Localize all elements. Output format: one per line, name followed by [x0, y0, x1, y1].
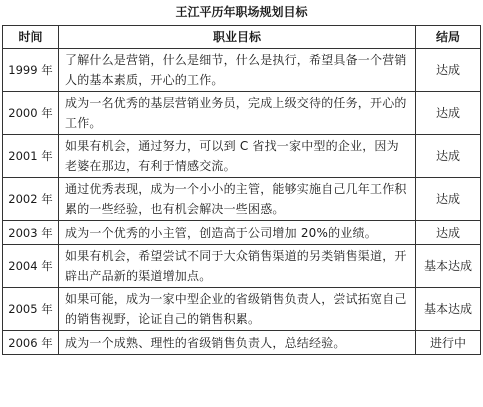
table-row — [3, 221, 481, 245]
table-header-row — [3, 26, 481, 49]
table-row — [3, 331, 481, 355]
header-goal: 职业目标 — [59, 26, 416, 49]
table-row — [3, 178, 481, 221]
table-row — [3, 49, 481, 92]
row-year: 1999 年 — [3, 49, 59, 92]
table-row — [3, 92, 481, 135]
row-goal: 了解什么是营销，什么是细节，什么是执行，希望具备一个营销人的基本素质，开心的工作。 — [59, 49, 416, 92]
row-year: 2005 年 — [3, 288, 59, 331]
row-result: 基本达成 — [416, 288, 481, 331]
row-result: 达成 — [416, 178, 481, 221]
row-year: 2003 年 — [3, 221, 59, 245]
career-plan-table — [2, 25, 481, 355]
row-goal: 通过优秀表现，成为一个小小的主管，能够实施自己几年工作积累的一些经验，也有机会解决一些困惑。 — [59, 178, 416, 221]
row-result: 进行中 — [416, 331, 481, 355]
row-goal: 如果有机会，通过努力，可以到 C 省找一家中型的企业，因为老婆在那边，有利于情感交流。 — [59, 135, 416, 178]
row-year: 2006 年 — [3, 331, 59, 355]
table-row — [3, 245, 481, 288]
row-result: 达成 — [416, 49, 481, 92]
table-row — [3, 135, 481, 178]
row-year: 2002 年 — [3, 178, 59, 221]
row-goal: 如果可能，成为一家中型企业的省级销售负责人，尝试拓宽自己的销售视野，论证自己的销售积累。 — [59, 288, 416, 331]
row-year: 2004 年 — [3, 245, 59, 288]
table-row — [3, 288, 481, 331]
row-result: 达成 — [416, 135, 481, 178]
row-result: 达成 — [416, 221, 481, 245]
page-title: 王江平历年职场规划目标 — [175, 5, 308, 19]
row-result: 基本达成 — [416, 245, 481, 288]
row-goal: 成为一名优秀的基层营销业务员，完成上级交待的任务，开心的工作。 — [59, 92, 416, 135]
header-result: 结局 — [416, 26, 481, 49]
row-result: 达成 — [416, 92, 481, 135]
row-year: 2000 年 — [3, 92, 59, 135]
row-goal: 如果有机会，希望尝试不同于大众销售渠道的另类销售渠道，开辟出产品新的渠道增加点。 — [59, 245, 416, 288]
row-goal: 成为一个优秀的小主管，创造高于公司增加 20%的业绩。 — [59, 221, 416, 245]
header-time: 时间 — [3, 26, 59, 49]
row-year: 2001 年 — [3, 135, 59, 178]
row-goal: 成为一个成熟、理性的省级销售负责人，总结经验。 — [59, 331, 416, 355]
